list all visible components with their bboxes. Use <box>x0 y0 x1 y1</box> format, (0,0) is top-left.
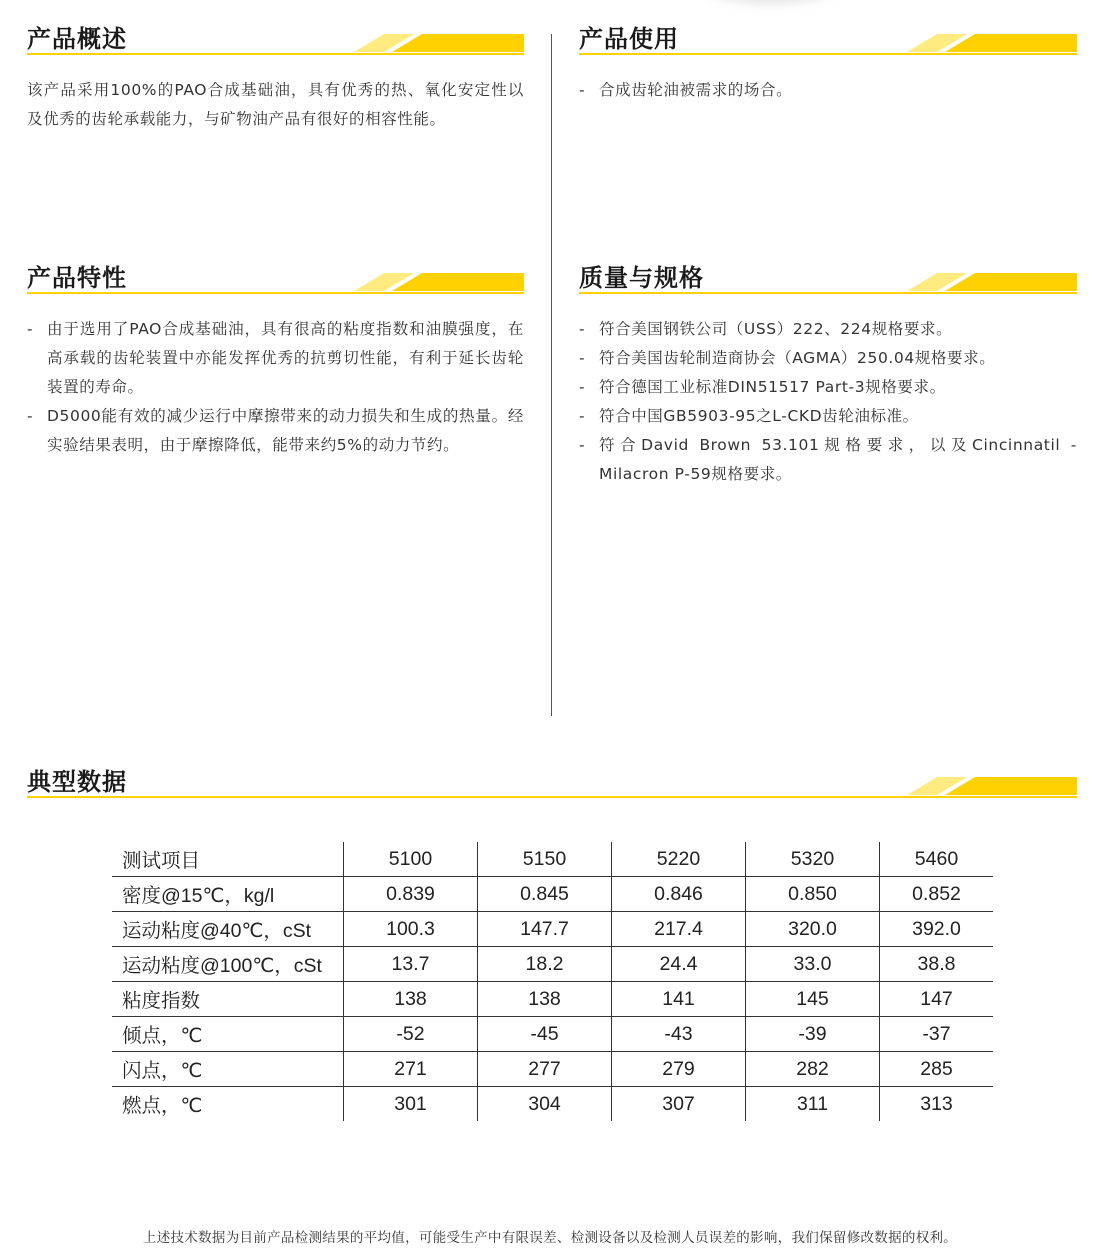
list-item: - 由于选用了PAO合成基础油，具有很高的粘度指数和油膜强度，在高承载的齿轮装置中亦能发挥优秀的抗剪切性能，有利于延长齿轮装置的寿命。 <box>27 320 524 396</box>
overview-section <box>27 24 524 134</box>
section-accent-stripe <box>907 777 1077 795</box>
usage-section <box>579 24 1077 105</box>
table-cell: 24.4 <box>612 947 746 982</box>
table-cell: 13.7 <box>344 947 478 982</box>
table-cell: 33.0 <box>746 947 880 982</box>
list-item: - 合成齿轮油被需求的场合。 <box>579 81 793 99</box>
typical-data-section <box>27 767 1077 797</box>
section-rule <box>27 53 524 55</box>
overview-title: 产品概述 <box>27 25 127 53</box>
table-cell: -43 <box>612 1017 746 1052</box>
table-row-label: 运动粘度@100℃，cSt <box>112 947 344 982</box>
table-cell: 307 <box>612 1087 746 1122</box>
features-section <box>27 263 524 460</box>
table-row <box>112 877 993 912</box>
quality-title: 质量与规格 <box>579 264 704 292</box>
table-cell: 145 <box>746 982 880 1017</box>
table-cell: -52 <box>344 1017 478 1052</box>
section-rule <box>579 292 1077 294</box>
table-row <box>112 1052 993 1087</box>
section-accent-stripe <box>907 34 1077 52</box>
table-row-label: 粘度指数 <box>112 982 344 1017</box>
table-cell: 304 <box>478 1087 612 1122</box>
table-cell: -39 <box>746 1017 880 1052</box>
quality-item-text: 符合中国GB5903-95之L-CKD齿轮油标准。 <box>599 407 919 425</box>
quality-list <box>579 315 1077 489</box>
list-item: - 符合美国钢铁公司（USS）222、224规格要求。 <box>579 320 953 338</box>
table-cell: 217.4 <box>612 912 746 947</box>
list-item: - 符合David Brown 53.101规格要求，以及Cincinnatil - Milacron P-59规格要求。 <box>579 436 1077 483</box>
table-cell: 18.2 <box>478 947 612 982</box>
table-cell: 301 <box>344 1087 478 1122</box>
overview-header <box>27 24 524 54</box>
quality-header <box>579 263 1077 293</box>
table-cell: 271 <box>344 1052 478 1087</box>
list-item: - D5000能有效的减少运行中摩擦带来的动力损失和生成的热量。经实验结果表明，由于摩擦降低，能带来约5%的动力节约。 <box>27 407 524 454</box>
table-cell: 5460 <box>880 842 994 877</box>
table-row-label: 密度@15℃，kg/l <box>112 877 344 912</box>
list-item: - 符合德国工业标准DIN51517 Part-3规格要求。 <box>579 378 946 396</box>
footnote: 上述技术数据为目前产品检测结果的平均值，可能受生产中有限误差、检测设备以及检测人员误差的影响，我们保留修改数据的权利。 <box>142 1230 958 1246</box>
table-cell: 0.852 <box>880 877 994 912</box>
table-cell: 100.3 <box>344 912 478 947</box>
features-item-text: D5000能有效的减少运行中摩擦带来的动力损失和生成的热量。经实验结果表明，由于摩擦降低，能带来约5%的动力节约。 <box>47 407 524 454</box>
usage-title: 产品使用 <box>579 25 679 53</box>
table-row <box>112 982 993 1017</box>
table-cell: 285 <box>880 1052 994 1087</box>
table-row <box>112 947 993 982</box>
table-cell: 141 <box>612 982 746 1017</box>
section-accent-stripe <box>907 273 1077 291</box>
table-cell: 0.850 <box>746 877 880 912</box>
table-row <box>112 1017 993 1052</box>
table-cell: 392.0 <box>880 912 994 947</box>
table-cell: 5100 <box>344 842 478 877</box>
section-accent-stripe <box>354 34 524 52</box>
section-accent-stripe <box>354 273 524 291</box>
usage-list <box>579 76 1077 105</box>
top-decoration <box>700 0 840 2</box>
table-cell: 313 <box>880 1087 994 1122</box>
quality-item-text: 符合德国工业标准DIN51517 Part-3规格要求。 <box>599 378 946 396</box>
table-cell: 138 <box>478 982 612 1017</box>
table-cell: 5320 <box>746 842 880 877</box>
list-item: - 符合中国GB5903-95之L-CKD齿轮油标准。 <box>579 407 919 425</box>
features-item-text: 由于选用了PAO合成基础油，具有很高的粘度指数和油膜强度，在高承载的齿轮装置中亦能发挥优秀的抗剪切性能，有利于延长齿轮装置的寿命。 <box>47 320 524 396</box>
table-cell: 147 <box>880 982 994 1017</box>
section-rule <box>27 292 524 294</box>
table-cell: 279 <box>612 1052 746 1087</box>
table-cell: -37 <box>880 1017 994 1052</box>
overview-text: 该产品采用100%的PAO合成基础油，具有优秀的热、氧化安定性以及优秀的齿轮承载能力，与矿物油产品有很好的相容性能。 <box>27 81 524 128</box>
table-cell: 5220 <box>612 842 746 877</box>
table-row-label: 闪点，℃ <box>112 1052 344 1087</box>
section-rule <box>27 796 1077 798</box>
usage-header <box>579 24 1077 54</box>
column-divider <box>551 34 552 716</box>
table-row <box>112 1087 993 1122</box>
features-list <box>27 315 524 460</box>
features-title: 产品特性 <box>27 264 127 292</box>
section-rule <box>579 53 1077 55</box>
typical-data-header <box>27 767 1077 797</box>
table-row-label: 倾点，℃ <box>112 1017 344 1052</box>
typical-data-table <box>112 842 993 1121</box>
table-cell: 138 <box>344 982 478 1017</box>
typical-data-title: 典型数据 <box>27 768 127 796</box>
quality-item-text: 符合美国齿轮制造商协会（AGMA）250.04规格要求。 <box>599 349 996 367</box>
table-cell: 5150 <box>478 842 612 877</box>
table-row-label: 运动粘度@40℃，cSt <box>112 912 344 947</box>
table-cell: 38.8 <box>880 947 994 982</box>
table-cell: 147.7 <box>478 912 612 947</box>
usage-item-text: 合成齿轮油被需求的场合。 <box>599 81 793 99</box>
table-header-row <box>112 842 993 877</box>
quality-item-text: 符合David Brown 53.101规格要求，以及Cincinnatil - Milacron P-59规格要求。 <box>599 436 1077 483</box>
table-cell: 277 <box>478 1052 612 1087</box>
quality-item-text: 符合美国钢铁公司（USS）222、224规格要求。 <box>599 320 953 338</box>
table-cell: 282 <box>746 1052 880 1087</box>
table-cell: 0.845 <box>478 877 612 912</box>
table-row-label: 测试项目 <box>112 842 344 877</box>
table-row <box>112 912 993 947</box>
table-cell: 0.839 <box>344 877 478 912</box>
table-cell: 311 <box>746 1087 880 1122</box>
features-header <box>27 263 524 293</box>
quality-section <box>579 263 1077 489</box>
table-cell: -45 <box>478 1017 612 1052</box>
list-item: - 符合美国齿轮制造商协会（AGMA）250.04规格要求。 <box>579 349 996 367</box>
table-cell: 0.846 <box>612 877 746 912</box>
table-cell: 320.0 <box>746 912 880 947</box>
table-row-label: 燃点，℃ <box>122 1095 203 1117</box>
